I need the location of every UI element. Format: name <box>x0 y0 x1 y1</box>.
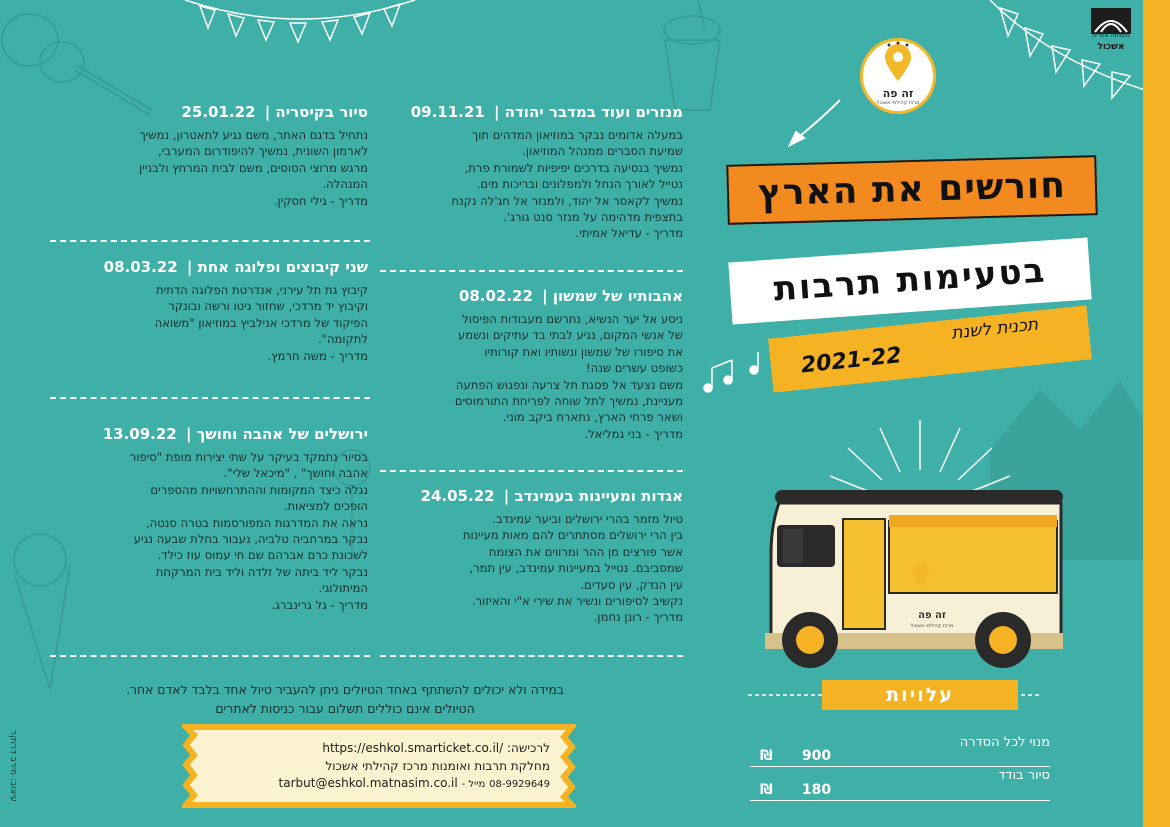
tour-text-line: נראה את המדרגות המפורסמות בטרה סנטה, <box>145 515 368 530</box>
tour-text-line: ניסע אל יער הנשיא, נתרשם מעבודות הפיסול <box>462 312 683 326</box>
registration-box <box>190 730 568 802</box>
divider <box>380 655 683 657</box>
tour-text-line: טיול מזמר בהרי ירושלים וביער עמינדב. <box>492 512 683 526</box>
tour-title: אהבותיו של שמשון <box>552 287 683 305</box>
tour-title: מנזרים ועוד במדבר יהודה <box>504 103 683 121</box>
tour-date: 25.01.22 <box>181 103 256 121</box>
tour-text-line: נבקר במרחביה טלביה, נעבור בחלת שבעה נגיע <box>133 532 368 547</box>
tour-text-line: שמיעת הסברים ממנהל המוזיאון. <box>522 144 683 159</box>
tour-text-line: של אנשי המקום, נגיע לבתי בד עתיקים ונשמע <box>458 328 683 343</box>
location-pin-icon <box>863 41 933 87</box>
divider <box>50 397 370 399</box>
truck-brand-title: זה פה <box>918 610 946 621</box>
registration-line <box>279 740 550 758</box>
tour-heading: אהבותיו של שמשון | 08.02.22 <box>458 287 683 305</box>
costs-title <box>822 680 1018 710</box>
registration-contact <box>279 775 550 794</box>
tour-text-line: את סיפורו של שמשון ונשותיו ואת קורותיו <box>484 344 683 359</box>
zeh-po-logo <box>860 38 936 114</box>
tour-guide: מדריך - משה חרמץ. <box>267 348 368 363</box>
tour-date: 24.05.22 <box>420 487 495 505</box>
tour-text-line: מרגש מרוצי הסוסים, משם לבית המרחץ ולבניין <box>139 160 368 175</box>
headline-banner-orange <box>726 155 1097 225</box>
tour-description <box>385 511 683 626</box>
tour-text-line: נטייל לאורך הנחל ולמפלונים ובריכות מים. <box>476 177 683 192</box>
brand-subtitle: מרכז קהילתי אשכול <box>876 100 920 106</box>
tour-guide: מדריך - רונן נחמן. <box>593 610 683 625</box>
mail-label: מייל - <box>461 779 486 790</box>
tour-date: 09.11.21 <box>410 103 485 121</box>
cost-divider <box>750 766 1050 767</box>
cost-price <box>760 782 831 798</box>
email-address[interactable]: tarbut@eshkol.matnasim.co.il <box>278 776 458 790</box>
guitar-illustration <box>2 14 152 115</box>
divider <box>380 470 683 472</box>
brand-title: זה פה <box>882 87 914 100</box>
price-value: 900 <box>801 748 832 764</box>
sun-rays-illustration <box>830 420 1010 492</box>
tour-text-line: מעניינת, נמשיך לתל שוחה לפריחת התורמוסים <box>454 394 683 409</box>
tour-text-line: לשכונת כרם אברהם שם חי עמוס עוז כילד. <box>157 548 368 563</box>
tour-section <box>385 287 683 442</box>
divider <box>380 270 683 272</box>
cost-label: סיור בודד <box>998 768 1050 783</box>
tour-title: שני קיבוצים ופלוגה אחת <box>197 258 368 276</box>
registration-dept: מחלקת תרבות ואומנות מרכז קהילתי אשכול <box>325 758 550 773</box>
tour-text-line: עין הנדק, עין סעדים. <box>580 577 683 592</box>
tour-section <box>385 487 683 626</box>
tour-text-line: הופכים למציאות. <box>283 499 368 514</box>
tour-text-line: בין הרי ירושלים מסתתרים להם מאות מעיינות <box>462 528 683 543</box>
tour-heading: ירושלים של אהבה וחושך | 13.09.22 <box>102 425 368 443</box>
tour-description <box>385 127 683 242</box>
bunting-top-left <box>185 0 415 42</box>
tour-date: 08.03.22 <box>103 258 178 276</box>
tour-guide: מדריך - גילי חסקין. <box>273 193 368 208</box>
tour-heading: מנזרים ועוד במדבר יהודה | 09.11.21 <box>410 103 683 121</box>
arrow-illustration <box>790 100 840 145</box>
tour-title: ירושלים של אהבה וחושך <box>196 425 368 443</box>
program-label: תכנית לשנת <box>950 314 1040 344</box>
phone-number[interactable]: 08-9929649 <box>489 779 550 790</box>
program-year: 2021-22 <box>799 343 903 379</box>
tour-text-line: כשופט עשרים שנה! <box>585 361 683 376</box>
tour-date: 08.02.22 <box>458 287 533 305</box>
tour-description <box>50 449 368 613</box>
tour-guide: מדריך - גל גרינברג. <box>271 597 368 612</box>
tour-description <box>50 127 368 209</box>
general-notes <box>60 680 630 718</box>
eshkol-logo-name: אשכול <box>1097 42 1125 52</box>
tour-text-line: המנהלה. <box>322 177 368 192</box>
tour-text-line: נקשיב לסיפורים ונשיר את שירי א"י והאיזור. <box>471 594 683 609</box>
design-credit: עיצוב: מירב דרוקר <box>8 730 18 802</box>
tour-text-line: נגלה כיצד המקומות וההתרחשויות מהספרים <box>150 482 368 497</box>
tour-heading: שני קיבוצים ופלוגה אחת | 08.03.22 <box>103 258 368 276</box>
cost-label: מנוי לכל הסדרה <box>959 735 1050 750</box>
price-value: 180 <box>801 782 832 798</box>
music-notes-illustration <box>704 352 758 392</box>
right-edge-stripe <box>1143 0 1170 827</box>
note-line: הטיולים אינם כוללים תשלום עבור כניסות לאתרים <box>215 701 475 716</box>
food-truck-illustration <box>765 485 1065 675</box>
tour-section <box>50 258 368 364</box>
registration-label: לרכישה: <box>506 741 550 755</box>
tour-section <box>385 103 683 242</box>
tour-date: 13.09.22 <box>102 425 177 443</box>
tour-text-line: קיבוץ גת תל עירני, אנדרטת הפלוגה הדתית <box>155 283 368 297</box>
tour-text-line: במעלה אדומים נבקר במוזיאון המדהים תוך <box>472 128 683 142</box>
tour-text-line: נמשיך לקאסר אל יהוד, ולמנזר אל חג'לה נקנח <box>451 193 683 208</box>
tour-section <box>50 425 368 613</box>
tour-section <box>50 103 368 209</box>
divider <box>50 655 370 657</box>
tour-text-line: הפיקוד של מרדכי אנילביץ במוזיאון "משואה <box>154 315 368 330</box>
tour-guide: מדריך - בני גמליאל. <box>584 426 683 441</box>
currency-symbol: ₪ <box>760 748 773 764</box>
tour-text-line: לארמון השונית, נמשיך להיפודרום המערבי, <box>158 144 368 159</box>
drink-cup-illustration <box>664 0 720 110</box>
tour-text-line: לתקומה". <box>317 332 368 347</box>
tour-heading: סיור בקיסריה | 25.01.22 <box>181 103 368 121</box>
cost-price <box>760 748 831 764</box>
divider <box>50 240 370 242</box>
registration-text <box>279 740 550 794</box>
tour-guide: מדריך - עדיאל אמיתי. <box>575 226 683 241</box>
tour-title: סיור בקיסריה <box>275 103 368 121</box>
tour-description <box>50 282 368 364</box>
tour-text-line: אשר פורצים מן ההר ומרווים את הצומח <box>488 544 683 559</box>
note-line: במידה ולא יכולים להשתתף באחד הטיולים ניתן להעביר טיול אחד בלבד לאדם אחר. <box>126 682 564 697</box>
tour-heading: אגדות ומעיינות בעמינדב | 24.05.22 <box>420 487 683 505</box>
tour-text-line: נתחיל בדגם האתר, משם נגיע לתאטרון, נמשיך <box>139 128 368 142</box>
registration-link[interactable]: https://eshkol.smarticket.co.il/ <box>322 741 504 755</box>
tour-text-line: נמשיך בנסיעה בדרכים יפיפיות לשמורת פרת, <box>464 160 683 175</box>
truck-brand-subtitle: מרכז קהילתי אשכול <box>910 623 954 629</box>
tour-title: אגדות ומעיינות בעמינדב <box>514 487 683 505</box>
tour-text-line: וקיבוץ יד מרדכי, שחזור גיטו ורשה ובונקר <box>168 299 368 314</box>
tour-text-line: נבקר ליד ביתה של זלדה וליד בית המרקחת <box>155 564 368 579</box>
tour-text-line: אהבה וחושך" , "מיכאל שלי". <box>223 466 368 481</box>
tour-text-line: ושאר פרחי הארץ, נתארח ביקב מוני. <box>502 410 683 425</box>
tour-text-line: בתצפית מדהימה על מנזר סנט גורג'. <box>503 210 683 225</box>
headline-line1: חורשים את הארץ <box>757 164 1067 215</box>
headline-line2: בטעימות תרבות <box>772 250 1048 310</box>
tour-text-line: המיתולוגי. <box>318 581 368 596</box>
currency-symbol: ₪ <box>760 782 773 798</box>
tour-description <box>385 311 683 442</box>
costs-title-text: עלויות <box>886 684 954 706</box>
tour-text-line: בסיור נתמקד בעיקר על שתי יצירות מופת "סיפור <box>129 450 368 464</box>
cost-divider <box>750 800 1050 801</box>
tour-text-line: משם נצעד אל פסגת תל צרעה ונפגוש הפתעה <box>455 377 683 392</box>
eshkol-logo-subtitle: מעצמה אזורית <box>1092 32 1130 39</box>
tour-text-line: שמסביבם. נטייל במעיינות עמינדב, עין תמר, <box>469 561 683 576</box>
